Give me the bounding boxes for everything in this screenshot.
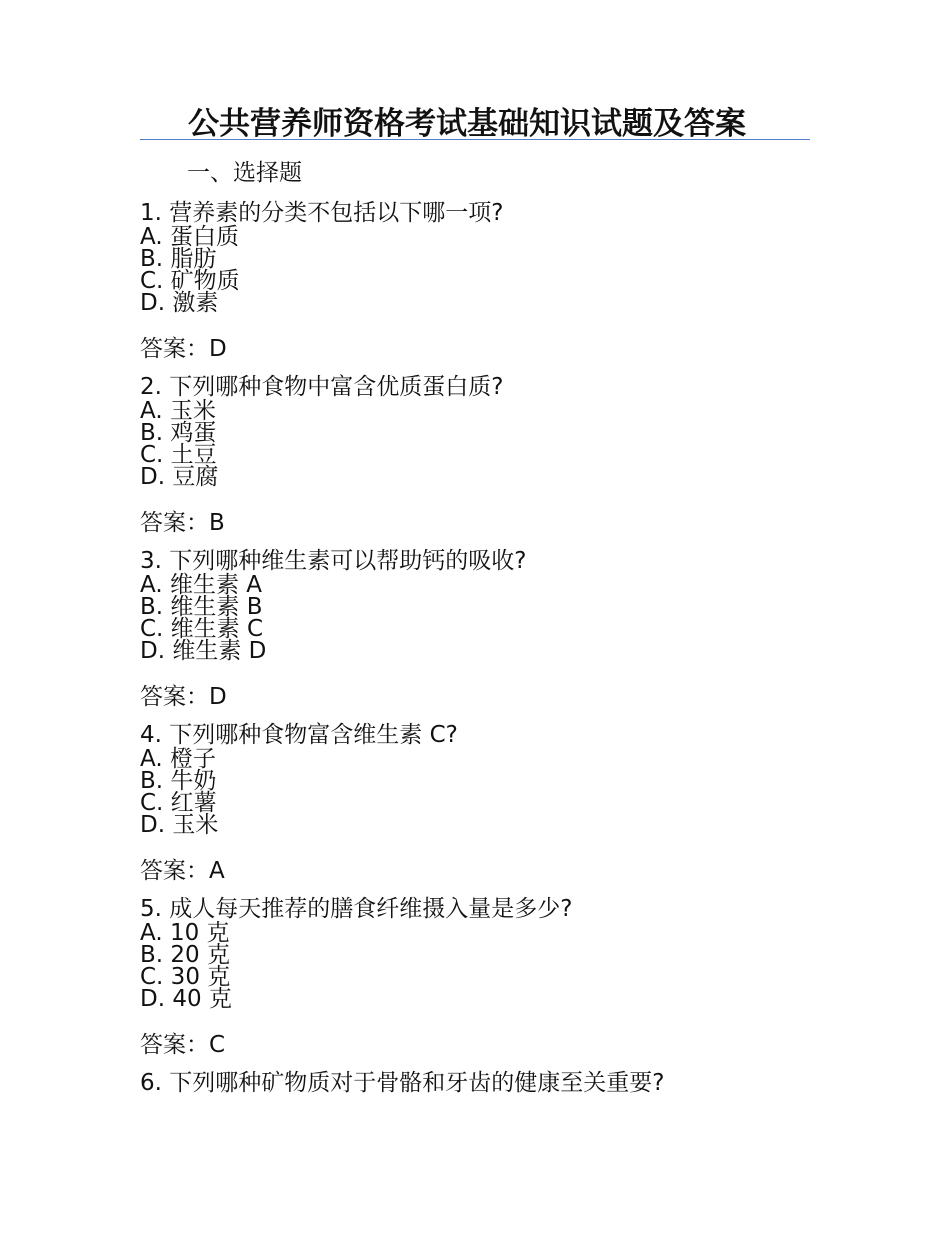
question-1 — [140, 202, 820, 376]
question-text: 5. 成人每天推荐的膳食纤维摄入量是多少? — [140, 896, 573, 922]
option-b: B. 20 克 — [140, 942, 230, 968]
option-a: A. 10 克 — [140, 920, 230, 946]
question-3 — [140, 550, 820, 724]
option-d: D. 维生素 D — [140, 638, 267, 664]
option-c: C. 土豆 — [140, 442, 217, 468]
answer-text: 答案：D — [140, 336, 227, 362]
title-underline — [140, 139, 810, 140]
option-c: C. 矿物质 — [140, 268, 240, 294]
option-a: A. 玉米 — [140, 398, 216, 424]
answer-text: 答案：B — [140, 510, 225, 536]
option-b: B. 维生素 B — [140, 594, 263, 620]
option-d: D. 激素 — [140, 290, 219, 316]
option-b: B. 鸡蛋 — [140, 420, 217, 446]
question-text: 1. 营养素的分类不包括以下哪一项? — [140, 200, 504, 226]
question-2 — [140, 376, 820, 550]
question-text: 6. 下列哪种矿物质对于骨骼和牙齿的健康至关重要? — [140, 1070, 665, 1096]
answer-text: 答案：D — [140, 684, 227, 710]
question-5 — [140, 898, 820, 1072]
question-list — [140, 202, 820, 1246]
question-text: 4. 下列哪种食物富含维生素 C? — [140, 722, 458, 748]
option-d: D. 40 克 — [140, 986, 232, 1012]
option-a: A. 维生素 A — [140, 572, 262, 598]
question-4 — [140, 724, 820, 898]
option-c: C. 维生素 C — [140, 616, 264, 642]
option-c: C. 红薯 — [140, 790, 217, 816]
answer-text: 答案：A — [140, 858, 225, 884]
section-heading: 一、选择题 — [187, 160, 302, 186]
answer-text: 答案：C — [140, 1032, 226, 1058]
option-a: A. 蛋白质 — [140, 224, 239, 250]
option-c: C. 30 克 — [140, 964, 231, 990]
question-6 — [140, 1072, 820, 1246]
option-b: B. 牛奶 — [140, 768, 217, 794]
option-a: A. 橙子 — [140, 746, 216, 772]
question-text: 3. 下列哪种维生素可以帮助钙的吸收? — [140, 548, 527, 574]
option-b: B. 脂肪 — [140, 246, 217, 272]
option-d: D. 玉米 — [140, 812, 219, 838]
question-text: 2. 下列哪种食物中富含优质蛋白质? — [140, 374, 504, 400]
option-d: D. 豆腐 — [140, 464, 219, 490]
document-title: 公共营养师资格考试基础知识试题及答案 — [188, 106, 746, 142]
